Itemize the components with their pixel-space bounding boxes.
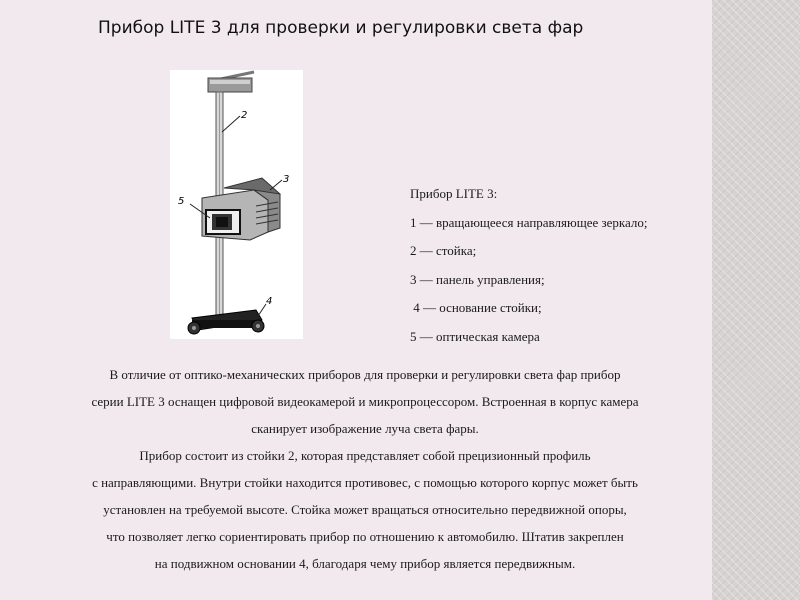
paragraph-line: установлен на требуемой высоте. Стойка может вращаться относительно передвижной опоры, bbox=[103, 502, 627, 517]
paragraph-line: что позволяет легко сориентировать прибор по отношению к автомобилю. Штатив закреплен bbox=[106, 529, 624, 544]
legend-item-control-panel: 3 — панель управления; bbox=[410, 271, 545, 287]
headlight-tester-drawing bbox=[170, 70, 303, 339]
callout-4: 4 bbox=[266, 296, 273, 307]
figure-legend bbox=[410, 180, 648, 351]
device-illustration bbox=[170, 70, 303, 339]
legend-heading: Прибор LITE 3: bbox=[410, 186, 498, 201]
paragraph-line: В отличие от оптико-механических приборов для проверки и регулировки света фар прибор bbox=[109, 367, 621, 382]
paragraph-line: на подвижном основании 4, благодаря чему прибор является передвижным. bbox=[154, 556, 576, 571]
legend-item-column: 2 — стойка; bbox=[410, 243, 477, 258]
paragraph-line: серии LITE 3 оснащен цифровой видеокамерой и микропроцессором. Встроенная в корпус камера bbox=[91, 394, 639, 409]
callout-2: 2 bbox=[241, 110, 248, 121]
paragraph-line: сканирует изображение луча света фары. bbox=[251, 421, 479, 436]
legend-item-base: 4 — основание стойки; bbox=[410, 300, 542, 315]
legend-item-camera: 5 — оптическая камера bbox=[410, 328, 540, 344]
decorative-side-stripe bbox=[712, 0, 800, 600]
description-paragraph bbox=[20, 361, 710, 577]
paragraph-line: Прибор состоит из стойки 2, которая представляет собой прецизионный профиль bbox=[139, 448, 591, 463]
slide-title: Прибор LITE 3 для проверки и регулировки света фар bbox=[98, 18, 584, 38]
paragraph-line: с направляющими. Внутри стойки находится противовес, с помощью которого корпус может быть bbox=[92, 475, 638, 490]
callout-5: 5 bbox=[178, 196, 185, 207]
callout-3: 3 bbox=[283, 174, 290, 185]
legend-item-mirror: 1 — вращающееся направляющее зеркало; bbox=[410, 214, 648, 230]
